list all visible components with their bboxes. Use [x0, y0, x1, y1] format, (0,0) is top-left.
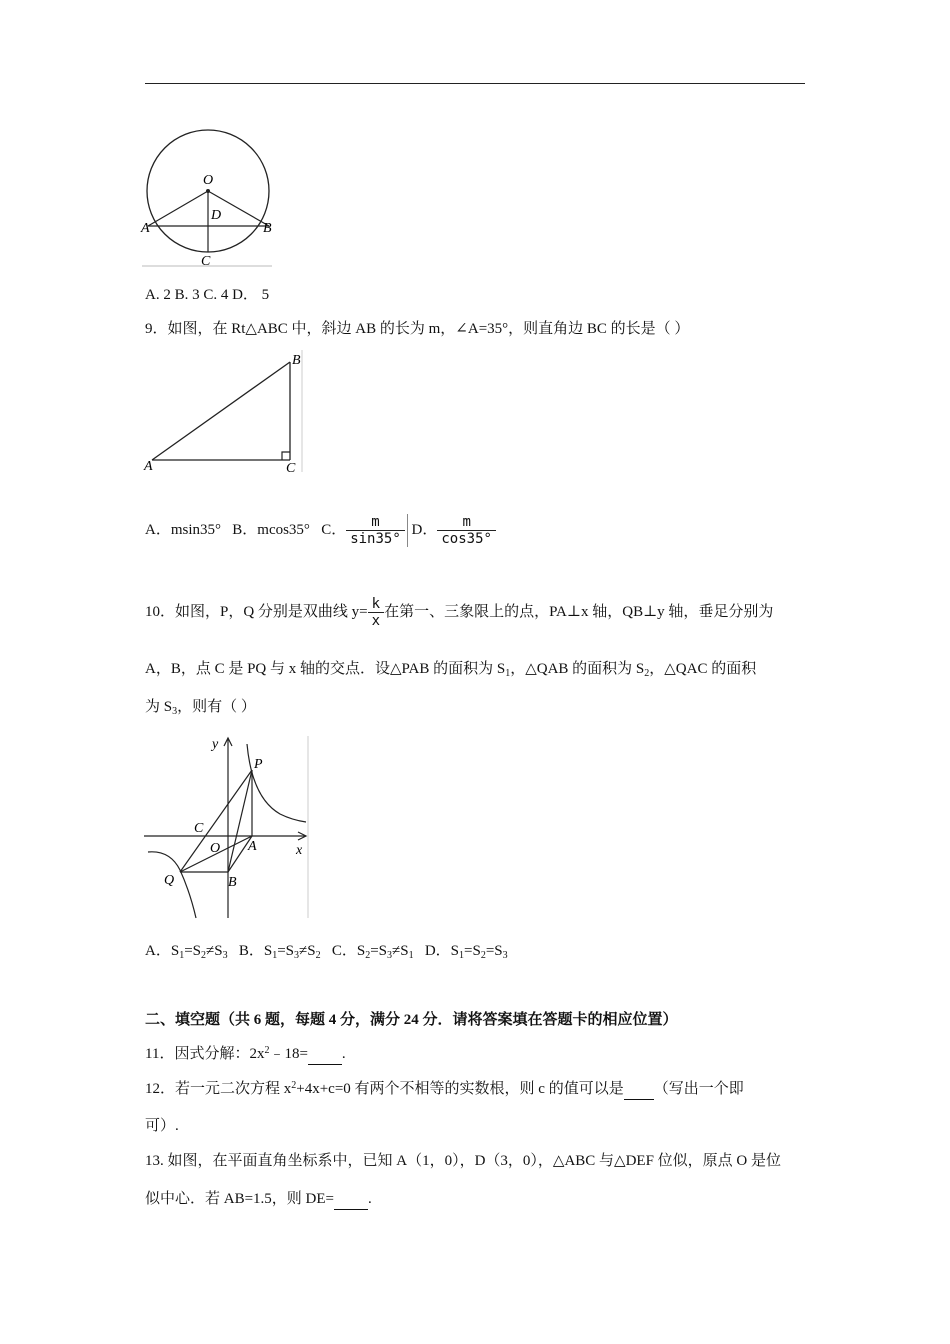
label-c: C	[201, 254, 211, 269]
right-angle-mark	[282, 452, 290, 460]
label-b: B	[228, 875, 237, 890]
label-y: y	[212, 737, 219, 752]
label-c: C	[286, 461, 296, 476]
q12-line1: 12．若一元二次方程 $x^2+4x+c=0$ 有两个不相等的实数根，则 c 的值可以是 （写出一个即	[145, 1079, 744, 1100]
q11: 11．因式分解：$2x^2﹣18=$ .	[145, 1044, 346, 1065]
q9-option-b: B．mcos35°	[232, 522, 310, 538]
q10-line3	[145, 697, 256, 717]
frac-num: k	[371, 596, 381, 612]
q13-line2: 似中心．若 AB=1.5，则 DE= .	[145, 1189, 372, 1210]
frac-num: m	[462, 514, 471, 531]
q10-text: ，则有（ ）	[177, 699, 256, 715]
subscript: 3	[172, 706, 178, 717]
answer-blank[interactable]	[308, 1044, 342, 1065]
subscript: 2	[644, 668, 650, 679]
q9-option-d: D．	[411, 522, 438, 538]
q9-option-a: A．msin35°	[145, 522, 222, 538]
frac-num: m	[371, 514, 380, 531]
label-b: B	[292, 353, 301, 368]
frac-den: x	[368, 612, 384, 629]
q13-line1: 13. 如图，在平面直角坐标系中，已知 A（1，0），D（3，0），△ABC 与△DEF 位似，原点 O 是位	[145, 1153, 782, 1169]
q12-line2: 可）.	[145, 1118, 179, 1134]
label-c: C	[194, 821, 204, 836]
q10-option-a: A．$S_1=S_2\ne S_3$	[145, 943, 228, 961]
fraction-m-over-sin35	[346, 514, 408, 547]
q10-line2	[145, 659, 756, 679]
q10-option-d: D．$S_1=S_2=S_3$	[424, 943, 508, 961]
label-a: A	[144, 459, 153, 474]
q10-text: A，B，点 C 是 PQ 与 x 轴的交点．设△PAB 的面积为 S	[145, 661, 506, 677]
q10-text: 在第一、三象限上的点，PA⊥x 轴，QB⊥y 轴，垂足分别为	[384, 603, 774, 620]
center-point	[206, 189, 210, 193]
hyperbola-branch-1	[247, 744, 306, 822]
q9-options	[145, 512, 496, 548]
radius-oa	[148, 191, 208, 226]
label-q: Q	[164, 873, 175, 888]
answer-blank[interactable]	[624, 1079, 654, 1100]
q10-text: ，△QAB 的面积为 S	[510, 661, 645, 677]
label-a: A	[248, 839, 257, 854]
label-p: P	[254, 757, 263, 772]
fraction-k-over-x	[368, 596, 384, 629]
section-title: 二、填空题（共 6 题，每题 4 分，满分 24 分．请将答案填在答题卡的相应位置）	[145, 1012, 678, 1028]
q9-option-c: C．	[321, 522, 347, 538]
label-o: O	[203, 173, 214, 188]
q10-text: 为 S	[145, 699, 173, 715]
figure-hyperbola	[140, 732, 312, 922]
figure-right-triangle	[140, 348, 310, 478]
q8-options: A. 2 B. 3 C. 4 D． 5	[145, 287, 270, 303]
q10-option-b: B．$S_1=S_3\ne S_2$	[238, 943, 321, 961]
segment-pq	[180, 770, 252, 872]
side-ab	[152, 362, 290, 460]
label-b: B	[263, 221, 272, 236]
header-rule	[145, 83, 805, 84]
label-o: O	[210, 841, 221, 856]
answer-blank[interactable]	[334, 1189, 368, 1210]
q10-text: 10．如图，P，Q 分别是双曲线 y=	[145, 603, 368, 620]
fraction-m-over-cos35	[437, 514, 496, 547]
figure-circle	[140, 125, 280, 275]
q10-option-c: C．$S_2=S_3\ne S_1$	[331, 943, 414, 961]
q9-stem: 9．如图，在 Rt△ABC 中，斜边 AB 的长为 m，∠A=35°，则直角边 BC 的长是（ ）	[145, 321, 690, 337]
frac-den: sin35°	[346, 530, 405, 547]
q10-line1	[145, 596, 773, 629]
segment-pb	[228, 770, 252, 872]
q10-text: ，△QAC 的面积	[649, 661, 757, 677]
label-x: x	[296, 843, 303, 858]
label-a: A	[141, 221, 150, 236]
subscript: 1	[505, 668, 511, 679]
label-d: D	[211, 208, 222, 223]
frac-den: cos35°	[437, 530, 496, 547]
q10-options	[145, 941, 508, 961]
